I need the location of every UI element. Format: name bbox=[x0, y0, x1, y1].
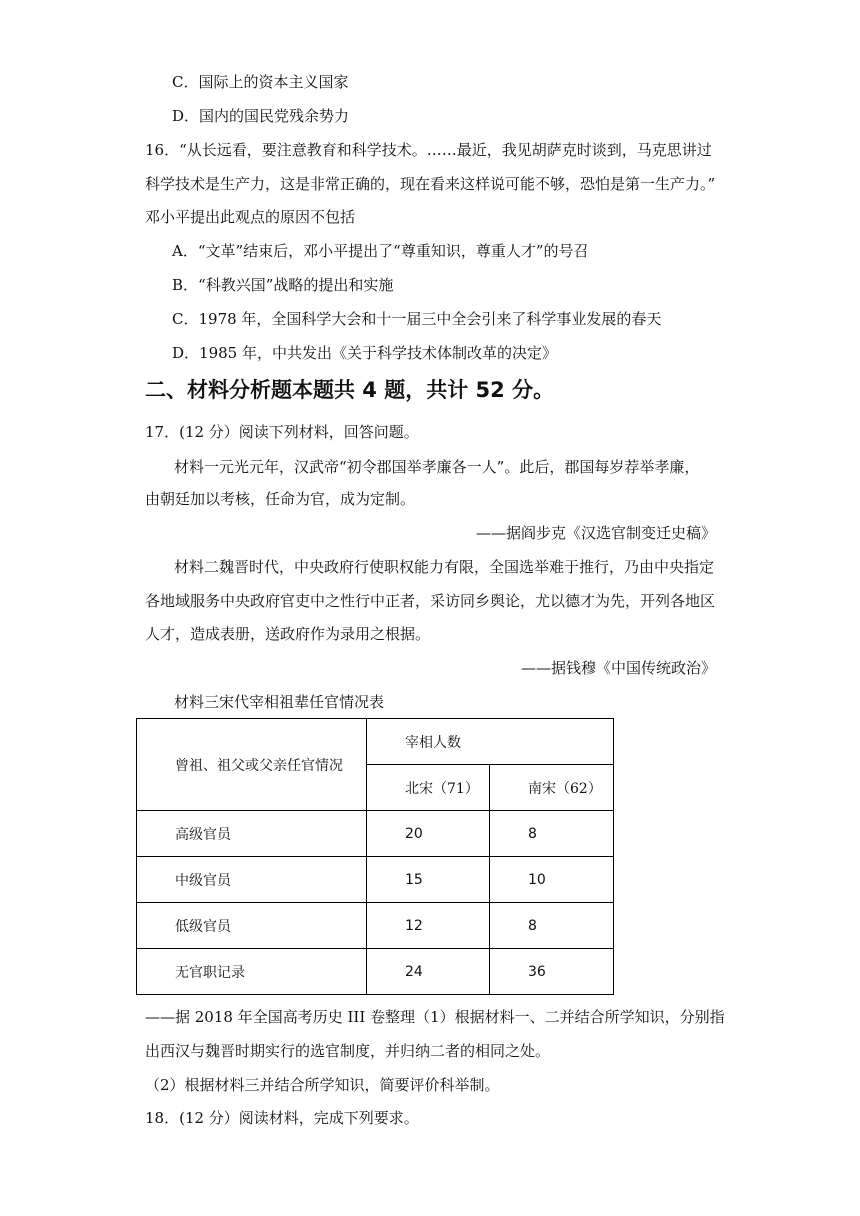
north-value: 12 bbox=[367, 903, 490, 949]
row-label: 高级官员 bbox=[137, 811, 367, 857]
material-1-line-1: 材料一元光元年，汉武帝“初令郡国举孝廉各一人”。此后，郡国每岁荐举孝廉， bbox=[174, 458, 700, 476]
q16-option-d: D．1985 年，中共发出《关于科学技术体制改革的决定》 bbox=[172, 344, 557, 362]
material-3-caption: 材料三宋代宰相祖辈任官情况表 bbox=[174, 693, 385, 711]
q16-stem-line-3: 邓小平提出此观点的原因不包括 bbox=[145, 208, 356, 226]
q16-option-b: B．“科教兴国”战略的提出和实施 bbox=[172, 276, 394, 294]
q17-after-table-line-1: ——据 2018 年全国高考历史 III 卷整理（1）根据材料一、二并结合所学知识，分别指 bbox=[145, 1008, 725, 1026]
south-value: 8 bbox=[490, 903, 614, 949]
north-value: 15 bbox=[367, 857, 490, 903]
col-south-song: 南宋（62） bbox=[490, 765, 614, 811]
q18-stem: 18．(12 分）阅读材料，完成下列要求。 bbox=[145, 1109, 419, 1127]
prime-minister-ancestry-table bbox=[136, 718, 614, 995]
south-value: 8 bbox=[490, 811, 614, 857]
material-1-line-2: 由朝廷加以考核，任命为官，成为定制。 bbox=[145, 490, 416, 508]
section-2-heading: 二、材料分析题本题共 4 题，共计 52 分。 bbox=[145, 378, 555, 402]
group-header-cell: 宰相人数 bbox=[367, 719, 614, 765]
south-value: 36 bbox=[490, 949, 614, 995]
table-row bbox=[137, 811, 614, 857]
table-row bbox=[137, 903, 614, 949]
row-label: 低级官员 bbox=[137, 903, 367, 949]
row-label: 无官职记录 bbox=[137, 949, 367, 995]
row-label: 中级官员 bbox=[137, 857, 367, 903]
q16-stem-line-1: 16．“从长远看，要注意教育和科学技术。……最近，我见胡萨克时谈到，马克思讲过 bbox=[145, 141, 712, 159]
material-2-line-2: 各地域服务中央政府官吏中之性行中正者，采访同乡舆论，尤以德才为先，开列各地区 bbox=[145, 592, 716, 610]
material-2-line-3: 人才，造成表册，送政府作为录用之根据。 bbox=[145, 625, 431, 643]
option-c: C．国际上的资本主义国家 bbox=[172, 73, 349, 91]
north-value: 20 bbox=[367, 811, 490, 857]
q17-stem: 17．(12 分）阅读下列材料，回答问题。 bbox=[145, 423, 419, 441]
option-d: D．国内的国民党残余势力 bbox=[172, 107, 350, 125]
north-value: 24 bbox=[367, 949, 490, 995]
material-2-line-1: 材料二魏晋时代，中央政府行使职权能力有限，全国选举难于推行，乃由中央指定 bbox=[174, 558, 715, 576]
row-header-cell: 曾祖、祖父或父亲任官情况 bbox=[137, 719, 367, 811]
q17-after-table-line-2: 出西汉与魏晋时期实行的选官制度，并归纳二者的相同之处。 bbox=[145, 1042, 551, 1060]
q16-option-a: A．“文革”结束后，邓小平提出了“尊重知识，尊重人才”的号召 bbox=[172, 242, 589, 260]
material-2-source: ——据钱穆《中国传统政治》 bbox=[520, 659, 716, 677]
q16-stem-line-2: 科学技术是生产力，这是非常正确的，现在看来这样说可能不够，恐怕是第一生产力。” bbox=[145, 175, 716, 193]
col-north-song: 北宋（71） bbox=[367, 765, 490, 811]
q16-option-c: C．1978 年，全国科学大会和十一届三中全会引来了科学事业发展的春天 bbox=[172, 310, 662, 328]
q17-part-2: （2）根据材料三并结合所学知识，简要评价科举制。 bbox=[145, 1076, 500, 1094]
table-row bbox=[137, 857, 614, 903]
material-1-source: ——据阎步克《汉选官制变迁史稿》 bbox=[475, 524, 716, 542]
table-row bbox=[137, 949, 614, 995]
south-value: 10 bbox=[490, 857, 614, 903]
